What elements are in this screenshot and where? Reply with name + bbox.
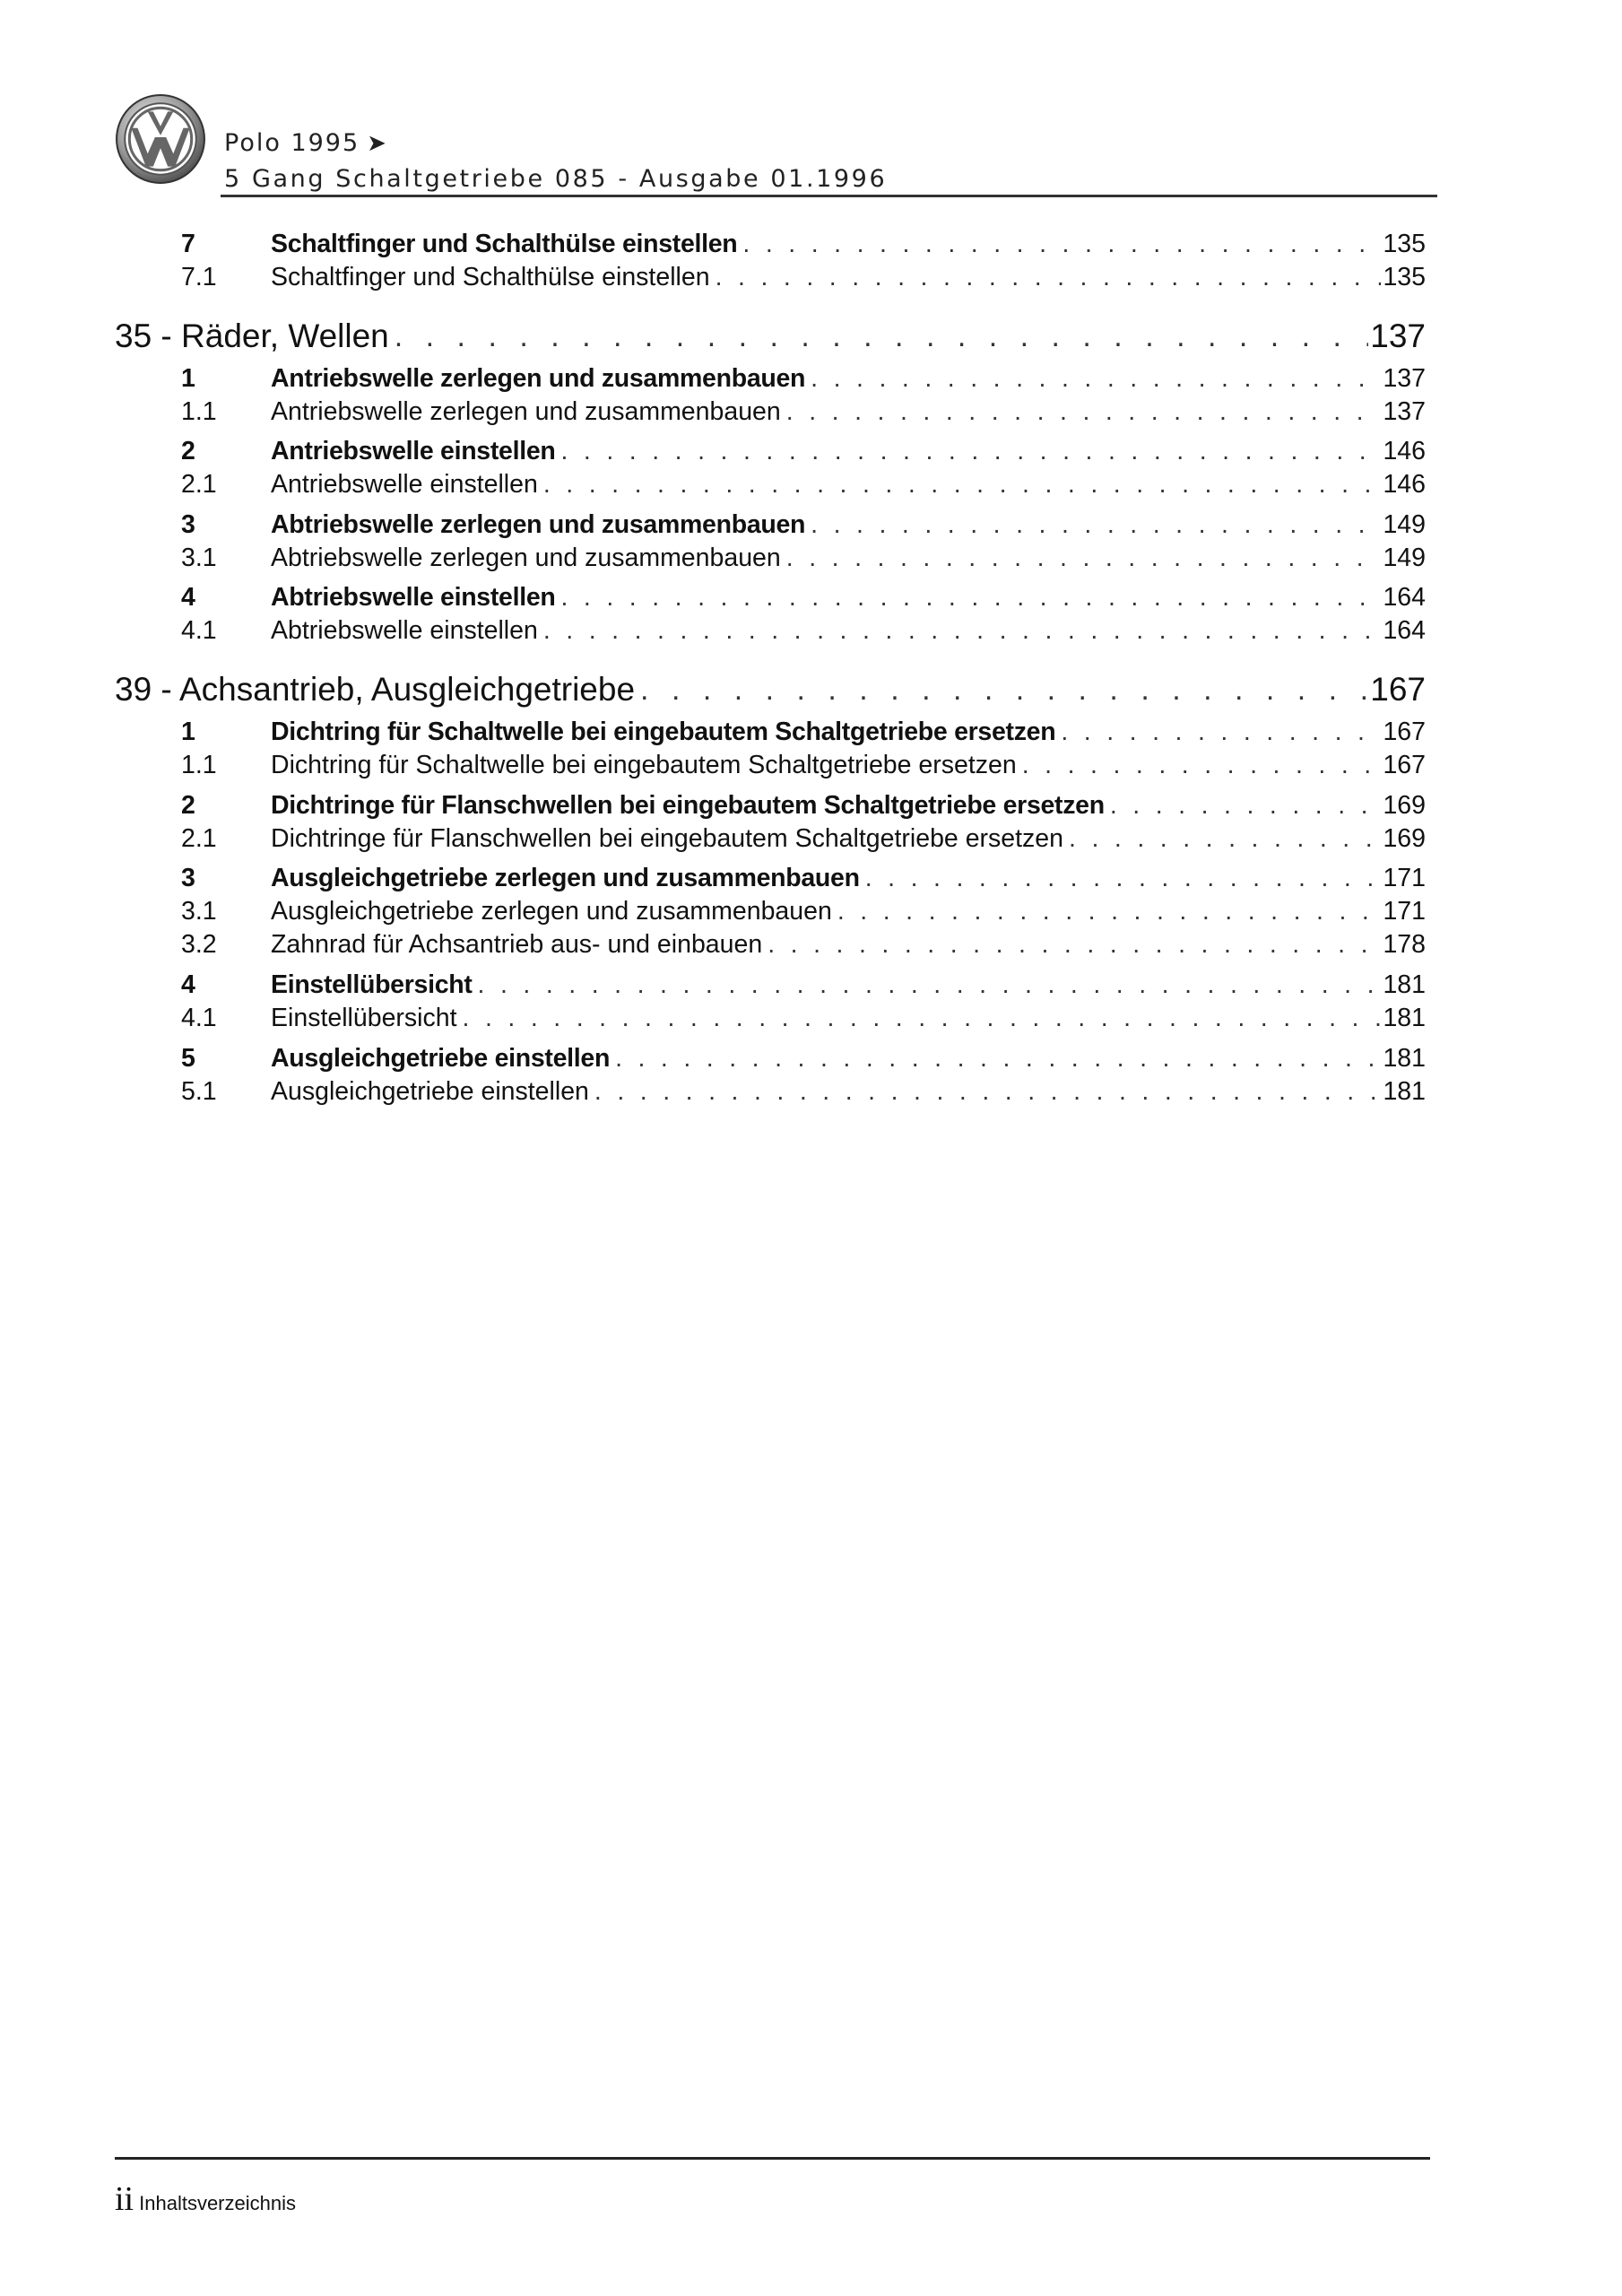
- toc-entry-title: Zahnrad für Achsantrieb aus- und einbauen: [271, 930, 763, 959]
- dot-leader: [640, 669, 1368, 710]
- toc-entry-number: 5: [181, 1044, 195, 1073]
- toc-entry[interactable]: [181, 581, 1426, 613]
- toc-entry-page: 178: [1383, 930, 1426, 959]
- dot-leader: [561, 435, 1382, 467]
- document-subtitle: 5 Gang Schaltgetriebe 085 - Ausgabe 01.1996: [224, 165, 888, 193]
- dot-leader: [543, 614, 1382, 647]
- toc-entry-page: 137: [1383, 364, 1426, 393]
- toc-entry-number: 7.1: [181, 263, 217, 291]
- toc-entry-page: 171: [1383, 897, 1426, 926]
- toc-entry-number: 2: [181, 791, 195, 820]
- toc-entry-page: 149: [1383, 544, 1426, 572]
- toc-entry-title: Abtriebswelle einstellen: [271, 583, 556, 612]
- toc-entry-title: Abtriebswelle einstellen: [271, 616, 538, 645]
- dot-leader: [865, 862, 1382, 894]
- toc-entry-number: 3.2: [181, 930, 217, 959]
- toc-entry[interactable]: [181, 261, 1426, 293]
- toc-entry-number: 1.1: [181, 751, 217, 779]
- footer-page-number: ii: [115, 2180, 134, 2218]
- toc-entry[interactable]: [181, 362, 1426, 395]
- toc-entry[interactable]: [181, 789, 1426, 822]
- toc-entry[interactable]: [181, 749, 1426, 781]
- toc-entry[interactable]: [181, 435, 1426, 467]
- dot-leader: [1110, 789, 1382, 822]
- toc-entry[interactable]: [181, 228, 1426, 260]
- dot-leader: [716, 261, 1382, 293]
- dot-leader: [478, 969, 1382, 1001]
- dot-leader: [786, 542, 1382, 574]
- toc-chapter[interactable]: [115, 669, 1426, 710]
- toc-entry-page: 146: [1383, 470, 1426, 499]
- toc-entry-number: 2.1: [181, 824, 217, 853]
- toc-entry[interactable]: [181, 928, 1426, 961]
- document-title-text: Polo 1995: [224, 129, 360, 157]
- dot-leader: [1022, 749, 1382, 781]
- toc-entry-number: 4.1: [181, 1004, 217, 1032]
- arrow-icon: ➤: [367, 130, 388, 157]
- toc-entry-page: 181: [1383, 1004, 1426, 1032]
- footer-label: Inhaltsverzeichnis: [139, 2192, 296, 2214]
- toc-entry-number: 1.1: [181, 397, 217, 426]
- toc-entry-number: 2: [181, 437, 195, 465]
- toc-entry[interactable]: [181, 862, 1426, 894]
- toc-entry-page: 167: [1383, 751, 1426, 779]
- toc-entry[interactable]: [181, 822, 1426, 855]
- toc-entry-page: 181: [1383, 970, 1426, 999]
- toc-entry-page: 181: [1383, 1044, 1426, 1073]
- toc-entry-title: Schaltfinger und Schalthülse einstellen: [271, 263, 710, 291]
- toc-entry-number: 3.1: [181, 897, 217, 926]
- toc-entry-title: Ausgleichgetriebe zerlegen und zusammenbauen: [271, 897, 832, 926]
- toc-entry-title: Antriebswelle zerlegen und zusammenbauen: [271, 364, 806, 393]
- dot-leader: [395, 316, 1369, 357]
- toc-entry-number: 7: [181, 230, 195, 258]
- document-title: [224, 129, 388, 157]
- dot-leader: [786, 396, 1382, 428]
- toc-entry-title: Ausgleichgetriebe zerlegen und zusammenbauen: [271, 864, 860, 892]
- dot-leader: [561, 581, 1382, 613]
- toc-entry-title: Abtriebswelle zerlegen und zusammenbauen: [271, 544, 781, 572]
- toc-entry-page: 149: [1383, 510, 1426, 539]
- toc-entry-page: 167: [1383, 718, 1426, 746]
- toc-chapter[interactable]: [115, 316, 1426, 357]
- toc-entry[interactable]: [181, 509, 1426, 541]
- toc-entry[interactable]: [181, 468, 1426, 500]
- toc-entry-number: 4.1: [181, 616, 217, 645]
- toc-entry[interactable]: [181, 969, 1426, 1001]
- toc-entry-page: 164: [1383, 616, 1426, 645]
- toc-entry-title: Ausgleichgetriebe einstellen: [271, 1044, 611, 1073]
- toc-entry-title: Antriebswelle einstellen: [271, 437, 556, 465]
- toc-entry-title: Antriebswelle zerlegen und zusammenbauen: [271, 397, 781, 426]
- dot-leader: [1061, 716, 1381, 748]
- toc-entry-title: Dichtringe für Flanschwellen bei eingebautem Schaltgetriebe ersetzen: [271, 824, 1064, 853]
- toc-entry-number: 3.1: [181, 544, 217, 572]
- header-divider: [221, 195, 1437, 197]
- toc-entry[interactable]: [181, 895, 1426, 927]
- footer-divider: [115, 2157, 1430, 2160]
- toc-entry[interactable]: [181, 1042, 1426, 1074]
- toc-entry[interactable]: [181, 614, 1426, 647]
- dot-leader: [1069, 822, 1381, 855]
- toc-entry-title: Schaltfinger und Schalthülse einstellen: [271, 230, 738, 258]
- toc-entry-number: 3: [181, 864, 195, 892]
- toc-entry-page: 137: [1383, 397, 1426, 426]
- toc-entry-number: 1: [181, 718, 195, 746]
- dot-leader: [811, 509, 1381, 541]
- toc-entry-title: Abtriebswelle zerlegen und zusammenbauen: [271, 510, 806, 539]
- toc-entry-title: Dichtring für Schaltwelle bei eingebautem Schaltgetriebe ersetzen: [271, 718, 1056, 746]
- toc-entry-number: 4: [181, 970, 195, 999]
- toc-entry-page: 135: [1383, 263, 1426, 291]
- toc-entry-title: Einstellübersicht: [271, 970, 473, 999]
- vw-logo-icon: [115, 93, 206, 185]
- toc-entry-page: 169: [1383, 824, 1426, 853]
- toc-entry[interactable]: [181, 1002, 1426, 1034]
- toc-entry[interactable]: [181, 396, 1426, 428]
- toc-entry-number: 5.1: [181, 1077, 217, 1106]
- toc-entry-page: 146: [1383, 437, 1426, 465]
- toc-entry-number: 4: [181, 583, 195, 612]
- dot-leader: [768, 928, 1381, 961]
- toc-entry-page: 164: [1383, 583, 1426, 612]
- toc-entry-title: Antriebswelle einstellen: [271, 470, 538, 499]
- dot-leader: [837, 895, 1382, 927]
- toc-entry[interactable]: [181, 716, 1426, 748]
- dot-leader: [742, 228, 1381, 260]
- toc-entry-page: 171: [1383, 864, 1426, 892]
- dot-leader: [811, 362, 1381, 395]
- toc-entry-page: 167: [1370, 671, 1426, 708]
- dot-leader: [615, 1042, 1381, 1074]
- toc-entry-title: Einstellübersicht: [271, 1004, 457, 1032]
- dot-leader: [543, 468, 1382, 500]
- toc-entry-page: 181: [1383, 1077, 1426, 1106]
- toc-entry-title: 35 - Räder, Wellen: [115, 317, 389, 354]
- page-footer: [115, 2179, 296, 2219]
- toc-entry-title: Dichtring für Schaltwelle bei eingebautem Schaltgetriebe ersetzen: [271, 751, 1017, 779]
- page-header: [115, 93, 1437, 197]
- toc-entry-page: 137: [1370, 317, 1426, 354]
- toc-entry[interactable]: [181, 1075, 1426, 1108]
- toc-entry-number: 1: [181, 364, 195, 393]
- toc-entry-page: 169: [1383, 791, 1426, 820]
- dot-leader: [463, 1002, 1382, 1034]
- toc-entry-title: Dichtringe für Flanschwellen bei eingebautem Schaltgetriebe ersetzen: [271, 791, 1105, 820]
- dot-leader: [594, 1075, 1382, 1108]
- toc-entry-title: 39 - Achsantrieb, Ausgleichgetriebe: [115, 671, 636, 708]
- toc-entry-page: 135: [1383, 230, 1426, 258]
- toc-entry[interactable]: [181, 542, 1426, 574]
- toc-entry-number: 2.1: [181, 470, 217, 499]
- toc-entry-number: 3: [181, 510, 195, 539]
- toc-entry-title: Ausgleichgetriebe einstellen: [271, 1077, 589, 1106]
